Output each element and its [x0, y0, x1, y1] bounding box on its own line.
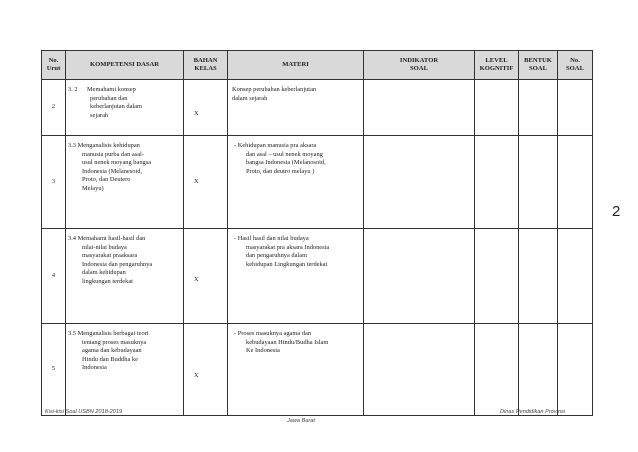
kd-line: dalam kehidupan — [82, 269, 126, 277]
cell-materi — [228, 229, 364, 324]
materi-line: masyarakat pra aksara Indonesia — [246, 243, 330, 251]
materi-line: Ke Indonesia — [246, 347, 280, 355]
header-nosoal-line2: SOAL — [566, 65, 584, 72]
kd-line: masyarakat praaksara — [82, 252, 138, 260]
kd-line: Proto, dan Deutero — [82, 176, 131, 184]
header-no-soal — [558, 51, 593, 80]
materi-line: - Hasil hasil dan nilai budaya — [234, 235, 309, 242]
header-bentuk-soal — [519, 51, 558, 80]
cell-no: 3 — [42, 136, 66, 229]
materi-line: Proto, dan deutro melayu ) — [246, 167, 315, 175]
kd-line: manusia purba dan asal- — [82, 150, 144, 158]
header-level-kognitif — [475, 51, 519, 80]
materi-line: - Proses masuknya agama dan — [234, 330, 312, 337]
cell-bentuk-soal — [519, 136, 558, 229]
table-row — [42, 80, 593, 136]
kd-line: Indonesia (Melanesoid, — [82, 167, 142, 175]
table-row — [42, 136, 593, 229]
kisi-kisi-table — [41, 50, 593, 416]
kd-line: keberlanjutan dalam — [90, 103, 142, 111]
kd-line: perubahan dan — [90, 94, 128, 102]
table-row — [42, 229, 593, 324]
kd-line: usul nenek moyang bangsa — [82, 159, 152, 167]
cell-materi — [228, 136, 364, 229]
cell-no: 2 — [42, 80, 66, 136]
cell-no-soal — [558, 324, 593, 416]
page-number: 2 — [612, 203, 621, 220]
header-row — [42, 51, 593, 80]
header-nosoal-line1: No. — [570, 57, 580, 64]
kd-line: tentang proses masuknya — [82, 338, 147, 346]
cell-bahan-kelas: X — [184, 136, 228, 229]
kd-item — [68, 86, 179, 120]
cell-kompetensi-dasar — [66, 229, 184, 324]
kd-line: Hindu dan Buddha ke — [82, 355, 138, 363]
cell-indikator-soal — [364, 229, 475, 324]
cell-kompetensi-dasar — [66, 324, 184, 416]
header-indikator-line2: SOAL — [410, 65, 428, 72]
footer-center: Jawa Barat — [287, 418, 315, 424]
header-indikator-soal — [364, 51, 475, 80]
cell-no-soal — [558, 229, 593, 324]
cell-no: 5 — [42, 324, 66, 416]
kd-line: 3.3 Menganalisis kehidupan — [68, 142, 140, 149]
header-bentuk-line1: BENTUK — [524, 57, 552, 64]
kd-line: sejarah — [90, 111, 109, 119]
header-level-line2: KOGNITIF — [479, 65, 514, 72]
cell-level-kognitif — [475, 324, 519, 416]
cell-level-kognitif — [475, 80, 519, 136]
header-bahan-line1: BAHAN — [193, 57, 218, 64]
cell-no-soal — [558, 80, 593, 136]
cell-bahan-kelas: X — [184, 80, 228, 136]
materi-line: dalam sejarah — [232, 94, 268, 102]
cell-no: 4 — [42, 229, 66, 324]
materi-line: dan pengaruhnya dalam — [246, 252, 308, 260]
cell-no-soal — [558, 136, 593, 229]
header-level-line1: LEVEL — [485, 57, 508, 64]
kd-line: Indonesia — [82, 364, 107, 372]
cell-indikator-soal — [364, 136, 475, 229]
kd-line: 3.4 Memahami hasil-hasil dan — [68, 235, 146, 242]
kd-line: Memahami konsep — [87, 86, 136, 93]
cell-bentuk-soal — [519, 229, 558, 324]
materi-line: Konsep perubahan keberlanjutan — [232, 86, 317, 93]
cell-bentuk-soal — [519, 324, 558, 416]
cell-materi — [228, 80, 364, 136]
kd-line: 3.5 Menganalisis berbagai teori — [68, 330, 149, 337]
header-kompetensi-dasar: KOMPETENSI DASAR — [66, 51, 184, 80]
cell-level-kognitif — [475, 136, 519, 229]
materi-line: bangsa Indonesia (Melanosoid, — [246, 159, 326, 167]
materi-line: kebudayaan Hindu/Budha Islam — [246, 338, 329, 346]
cell-bahan-kelas: X — [184, 324, 228, 416]
header-bentuk-line2: SOAL — [529, 65, 547, 72]
header-no-line1: No. — [48, 57, 59, 64]
cell-materi — [228, 324, 364, 416]
cell-kompetensi-dasar — [66, 136, 184, 229]
header-materi: MATERI — [228, 51, 364, 80]
cell-level-kognitif — [475, 229, 519, 324]
cell-bahan-kelas: X — [184, 229, 228, 324]
header-no-line2: Urut — [46, 65, 61, 72]
kd-line: Indonesia dan pengaruhnya — [82, 260, 153, 268]
kd-line: Melayu) — [82, 184, 104, 192]
kd-text — [83, 86, 142, 120]
cell-indikator-soal — [364, 324, 475, 416]
header-no-urut — [42, 51, 66, 80]
header-indikator-line1: INDIKATOR — [399, 57, 439, 64]
kd-line: lingkungan terdekat — [82, 277, 133, 285]
table-row — [42, 324, 593, 416]
cell-kompetensi-dasar — [66, 80, 184, 136]
kd-number: 3. 2 — [68, 86, 78, 93]
footer-left: Kisi-kisi Soal USBN 2018-2019 — [45, 409, 123, 415]
materi-line: dan asal – usul nenek moyang — [246, 150, 323, 158]
header-bahan-line2: KELAS — [194, 65, 217, 72]
materi-line: - Kehidupan manusia pra aksara — [234, 142, 317, 149]
cell-bentuk-soal — [519, 80, 558, 136]
header-bahan-kelas — [184, 51, 228, 80]
materi-line: kehidupan Lingkungan terdekat — [246, 260, 328, 268]
footer-right: Dinas Pendidikan Provinsi — [500, 409, 565, 415]
kd-line: agama dan kebudayaan — [82, 347, 142, 355]
cell-indikator-soal — [364, 80, 475, 136]
kd-line: nilai-nilai budaya — [82, 243, 127, 251]
